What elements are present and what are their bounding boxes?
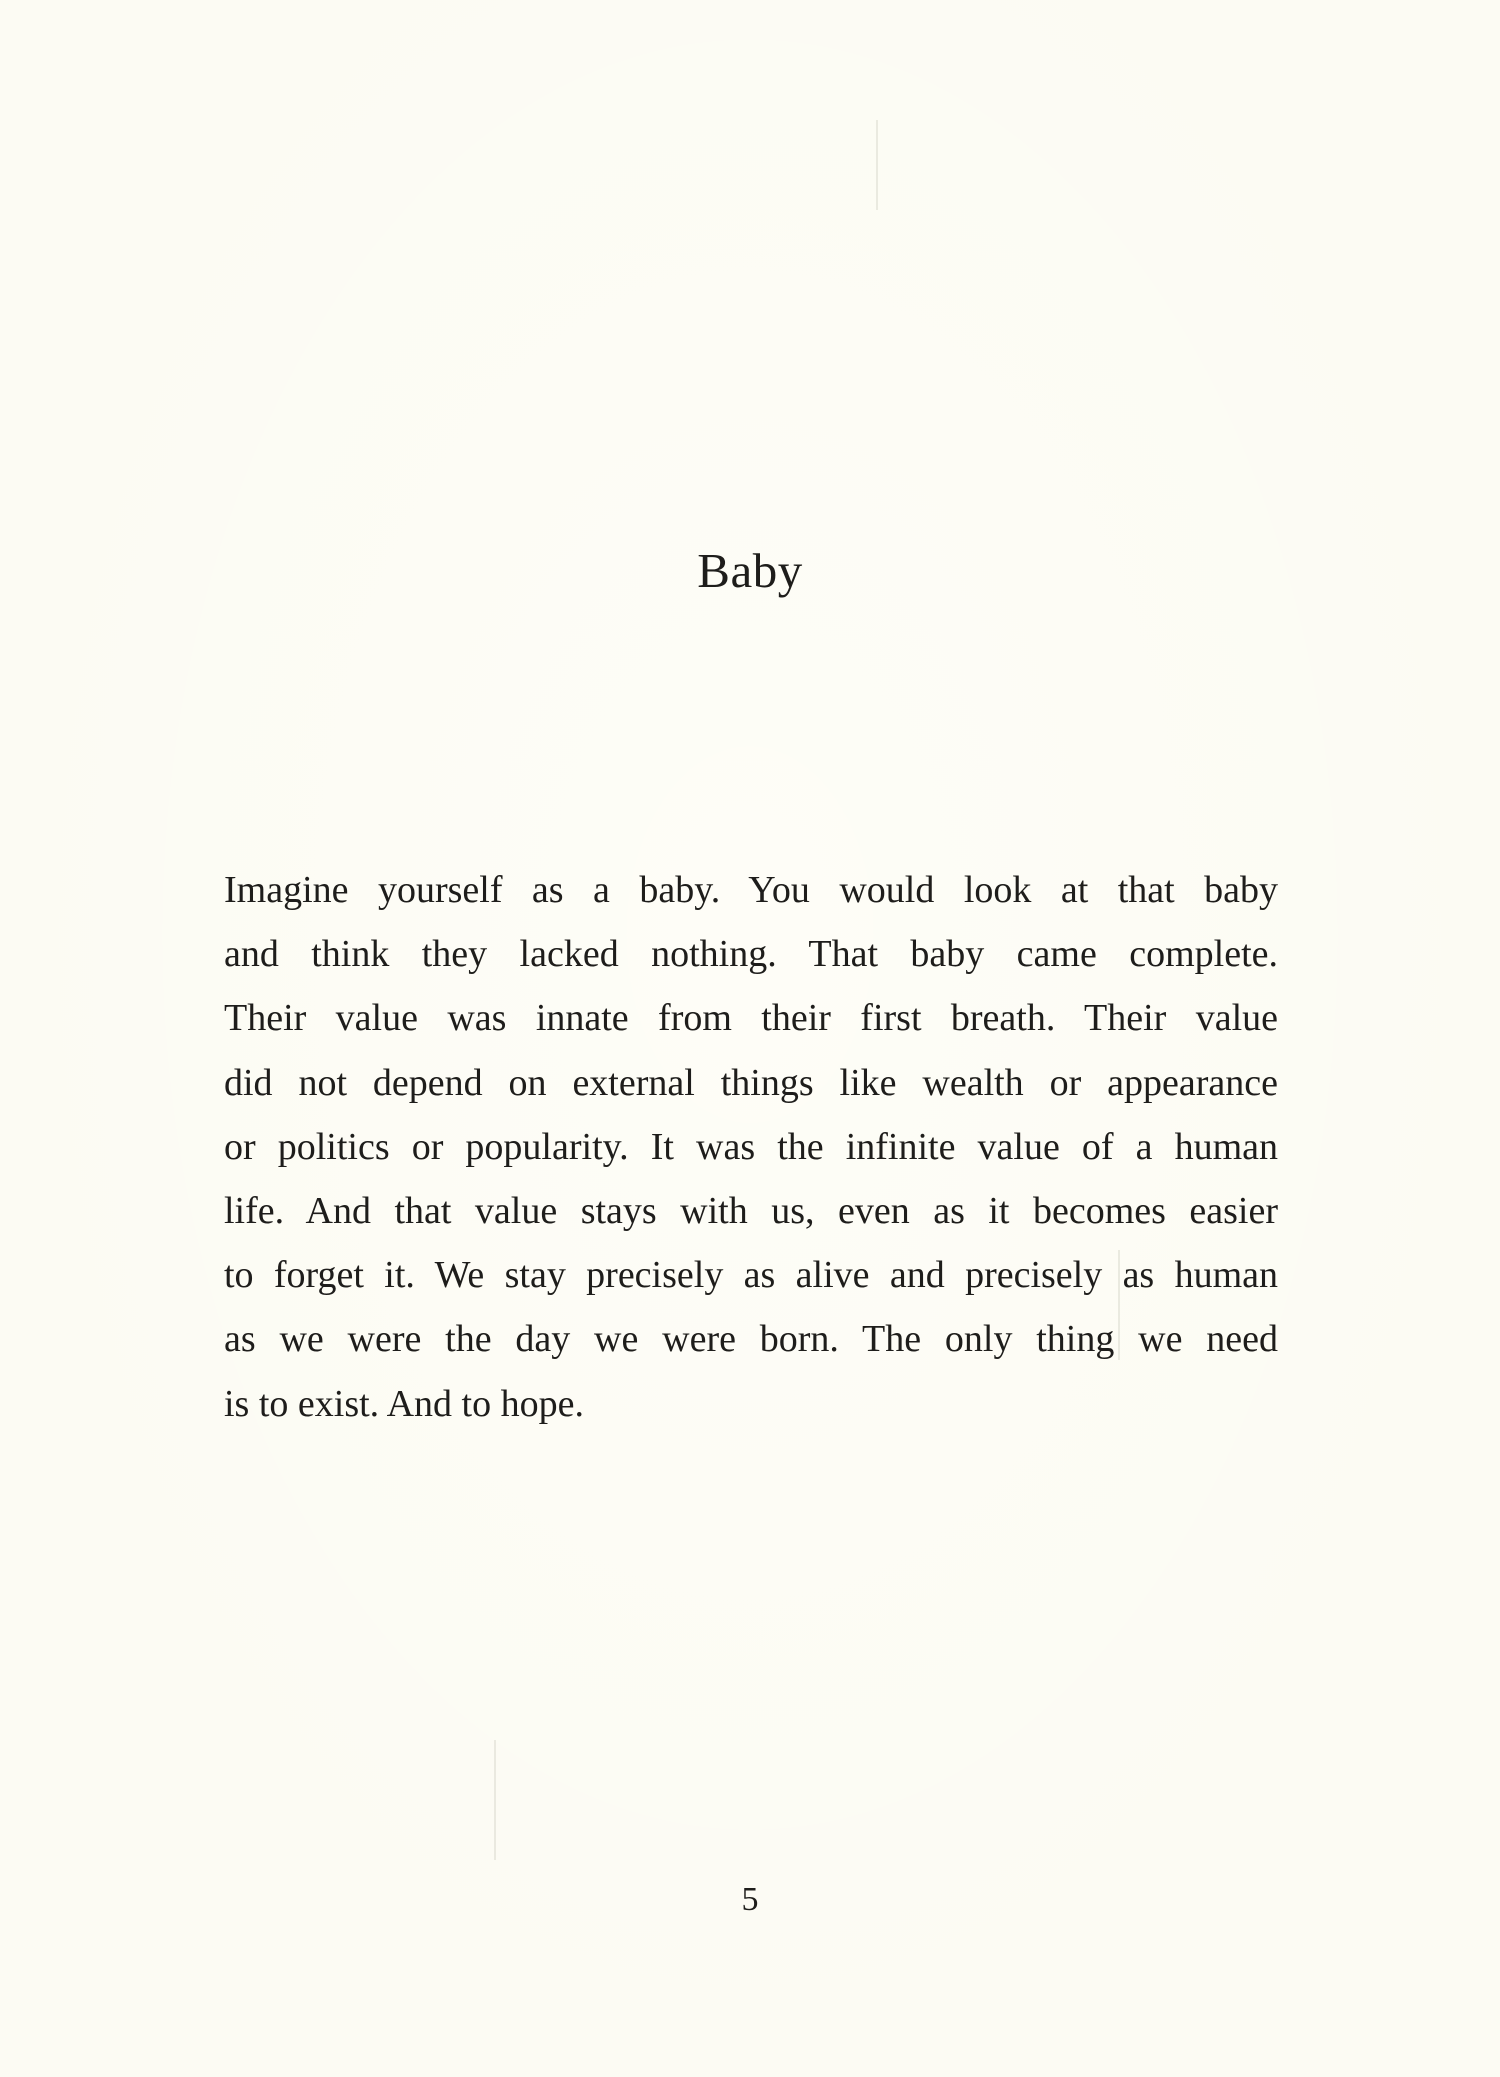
page-number: 5 xyxy=(741,1881,759,1918)
body-line: life. And that value stays with us, even as it becomes easier xyxy=(224,1189,1278,1232)
body-line: Their value was innate from their first breath. Their value xyxy=(224,997,1278,1040)
page-title: Baby xyxy=(697,543,803,598)
body-paragraph xyxy=(224,858,1278,1436)
body-line: is to exist. And to hope. xyxy=(224,1382,584,1425)
body-line: to forget it. We stay precisely as alive and precisely as human xyxy=(224,1254,1278,1297)
body-line: as we were the day we were born. The only thing we need xyxy=(224,1318,1278,1361)
scan-artifact xyxy=(876,120,878,210)
body-line: and think they lacked nothing. That baby came complete. xyxy=(224,933,1278,976)
body-line: did not depend on external things like wealth or appearance xyxy=(224,1061,1278,1104)
scan-artifact xyxy=(494,1740,496,1860)
body-line: or politics or popularity. It was the infinite value of a human xyxy=(224,1125,1278,1168)
body-line: Imagine yourself as a baby. You would look at that baby xyxy=(224,869,1278,911)
